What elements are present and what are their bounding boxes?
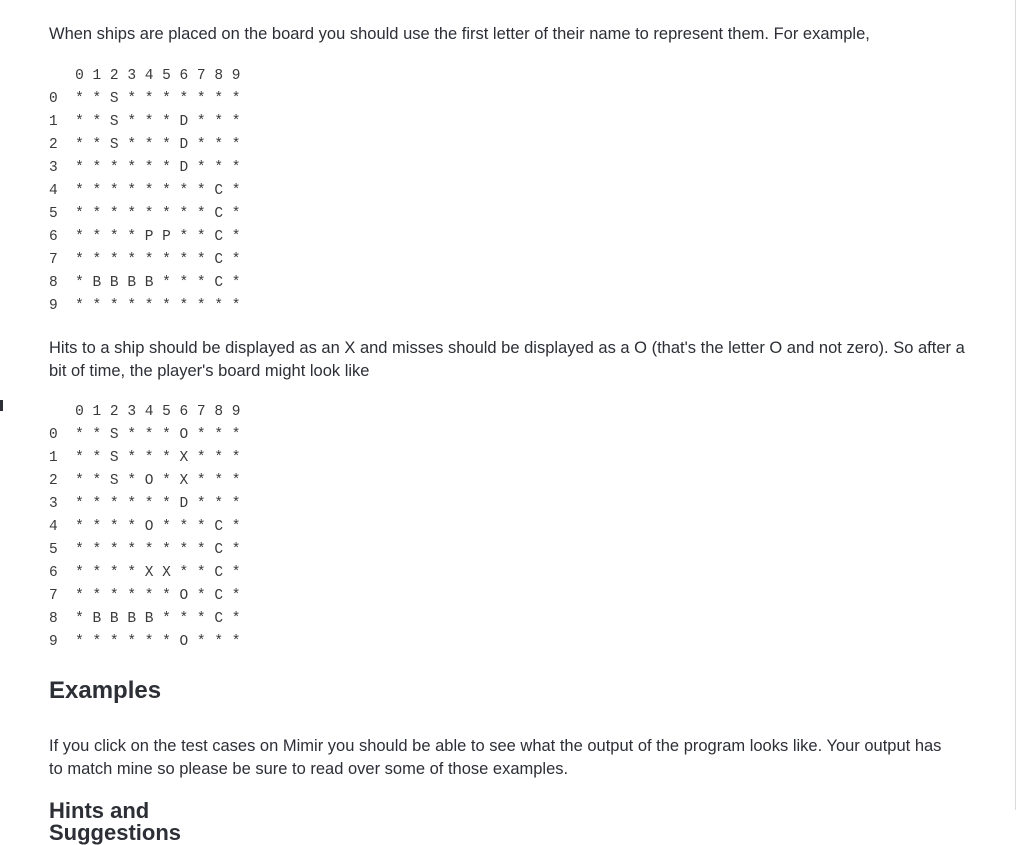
board-row: 0 * * S * * * O * * * — [49, 427, 241, 443]
board-header-row: 0 1 2 3 4 5 6 7 8 9 — [49, 404, 241, 420]
examples-heading: Examples — [49, 677, 162, 704]
next-section-heading-text: Hints and Suggestions — [49, 798, 182, 845]
board-row: 5 * * * * * * * * C * — [49, 206, 241, 222]
scroll-edge-marker — [0, 400, 3, 411]
board-row: 9 * * * * * * * * * * — [49, 298, 241, 314]
board-row: 4 * * * * O * * * C * — [49, 519, 241, 535]
board-row: 3 * * * * * * D * * * — [49, 160, 241, 176]
board-row: 0 * * S * * * * * * * — [49, 91, 241, 107]
page-border — [1015, 0, 1016, 810]
board-header-row: 0 1 2 3 4 5 6 7 8 9 — [49, 68, 241, 84]
board-row: 6 * * * * X X * * C * — [49, 565, 241, 581]
board-row: 3 * * * * * * D * * * — [49, 496, 241, 512]
board-row: 6 * * * * P P * * C * — [49, 229, 241, 245]
board-row: 5 * * * * * * * * C * — [49, 542, 241, 558]
board-row: 1 * * S * * * D * * * — [49, 114, 241, 130]
board-row: 8 * B B B B * * * C * — [49, 611, 241, 627]
board-row: 7 * * * * * * O * C * — [49, 588, 241, 604]
board-row: 2 * * S * * * D * * * — [49, 137, 241, 153]
example-board-ships — [49, 65, 240, 318]
examples-paragraph: If you click on the test cases on Mimir you should be able to see what the output of the program looks like. Your output has to match mine so please be sure to read over some of those examples. — [49, 737, 942, 778]
intro-paragraph: When ships are placed on the board you should use the first letter of their name to represent them. For example, — [49, 25, 870, 43]
board-row: 4 * * * * * * * * C * — [49, 183, 241, 199]
example-board-hits — [49, 401, 240, 654]
board-row: 7 * * * * * * * * C * — [49, 252, 241, 268]
hits-paragraph: Hits to a ship should be displayed as an X and misses should be displayed as a O (that's the letter O and not zero). So after a bit of time, the player's board might look like — [49, 339, 965, 380]
board-row: 9 * * * * * * O * * * — [49, 634, 241, 650]
board-row: 1 * * S * * * X * * * — [49, 450, 241, 466]
board-row: 8 * B B B B * * * C * — [49, 275, 241, 291]
board-row: 2 * * S * O * X * * * — [49, 473, 241, 489]
next-section-heading — [49, 798, 279, 845]
